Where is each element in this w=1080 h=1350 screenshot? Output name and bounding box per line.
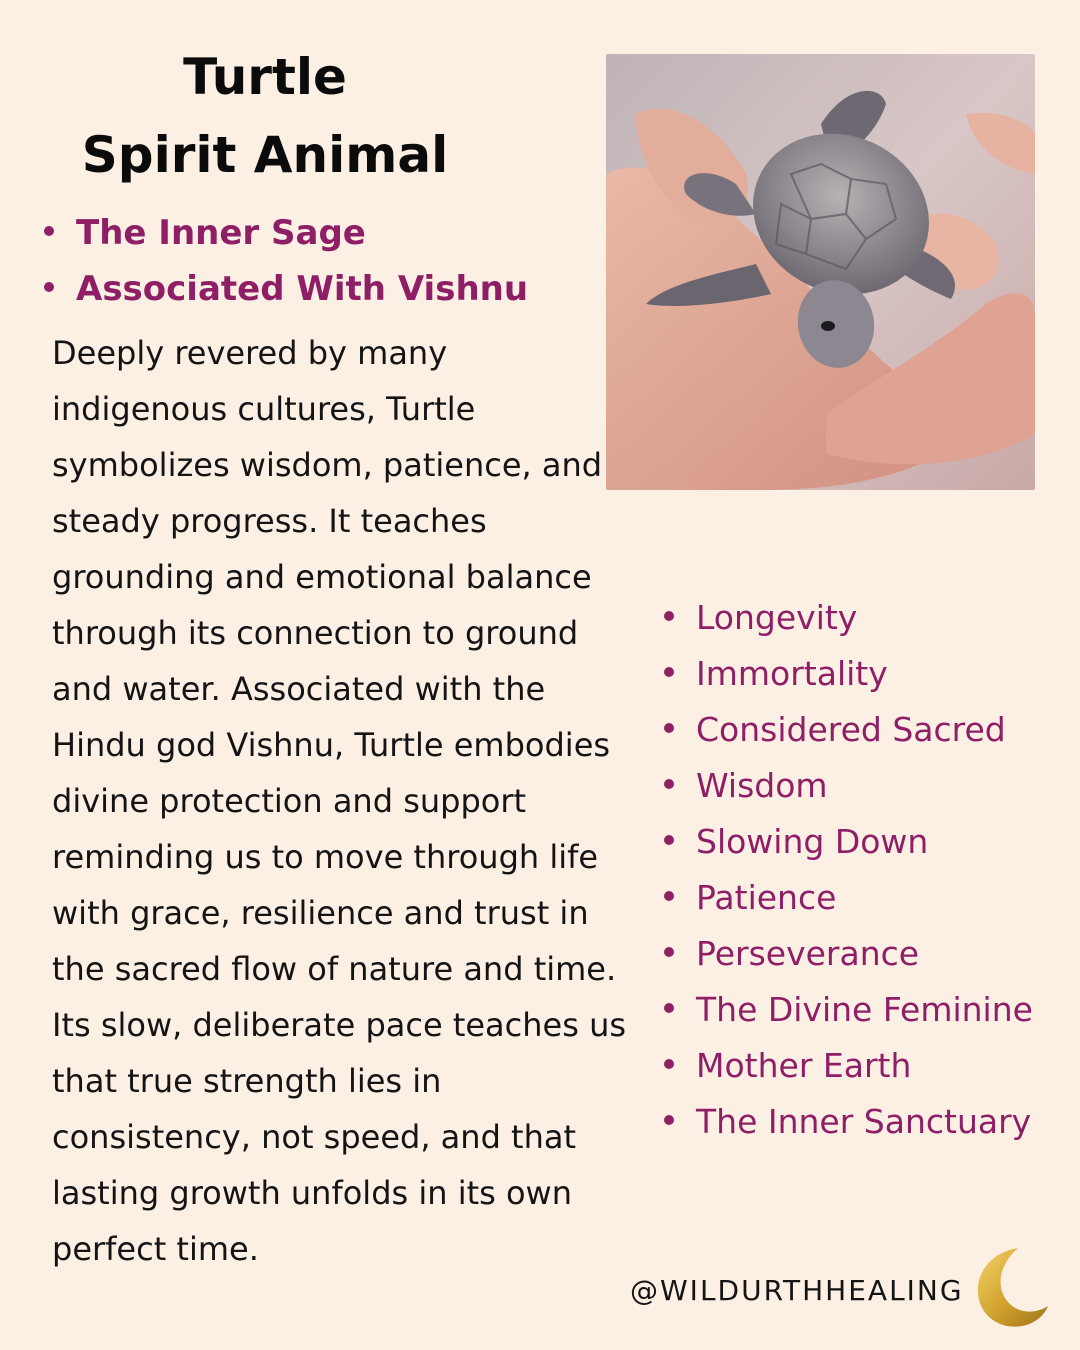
tag-list [44,205,528,317]
trait-item: Patience [664,870,1033,926]
trait-list [664,590,1033,1150]
tag-item: Associated With Vishnu [44,261,528,317]
turtle-photo [606,54,1035,490]
trait-item: Perseverance [664,926,1033,982]
crescent-moon-icon [966,1244,1052,1330]
social-handle[interactable]: @WILDURTHHEALING [630,1274,964,1307]
title-line-2: Spirit Animal [81,126,449,184]
trait-item: Mother Earth [664,1038,1033,1094]
page-title [40,38,490,194]
trait-item: Immortality [664,646,1033,702]
trait-item: The Inner Sanctuary [664,1094,1033,1150]
tag-item: The Inner Sage [44,205,528,261]
title-line-1: Turtle [183,48,347,106]
description-paragraph: Deeply revered by many indigenous cultures, Turtle symbolizes wisdom, patience, and steady progress. It teaches grounding and emotional balance through its connection to ground and water. Associated with the Hindu god Vishnu, Turtle embodies divine protection and support reminding us to move through life with grace, resilience and trust in the sacred flow of nature and time. Its slow, deliberate pace teaches us that true strength lies in consistency, not speed, and that lasting growth unfolds in its own perfect time. [52,334,627,1268]
trait-item: Slowing Down [664,814,1033,870]
trait-item: Wisdom [664,758,1033,814]
trait-item: Longevity [664,590,1033,646]
trait-item: The Divine Feminine [664,982,1033,1038]
trait-item: Considered Sacred [664,702,1033,758]
